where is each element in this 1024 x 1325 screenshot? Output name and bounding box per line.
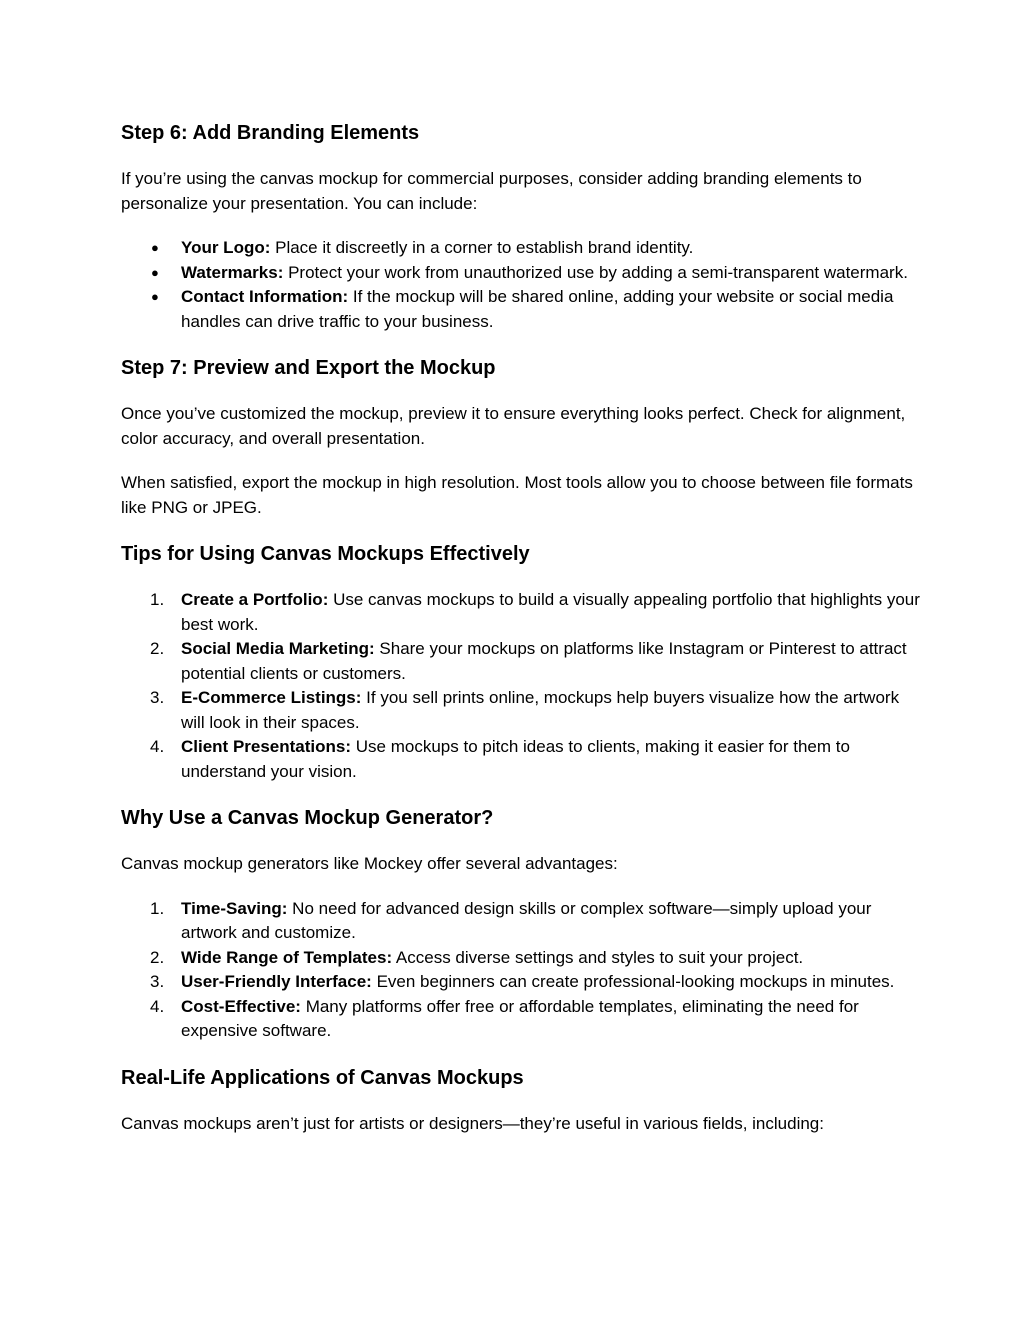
list-item-text: If the mockup will be shared online, adding your website or social media handles can drive traffic to your business. — [181, 287, 894, 331]
branding-list — [121, 236, 924, 334]
list-item — [121, 995, 924, 1044]
list-item — [121, 946, 924, 971]
list-item — [121, 735, 924, 784]
list-item-term: Wide Range of Templates: — [181, 947, 393, 967]
list-item-text: Share your mockups on platforms like Instagram or Pinterest to attract potential clients or customers. — [181, 639, 907, 683]
list-number: 4. — [150, 737, 165, 756]
bullet-marker: ● — [151, 240, 159, 255]
list-item-text: Protect your work from unauthorized use by adding a semi-transparent watermark. — [283, 262, 908, 282]
heading-real-life: Real-Life Applications of Canvas Mockups — [121, 1066, 524, 1089]
list-item-text: No need for advanced design skills or complex software—simply upload your artwork and customize. — [181, 898, 872, 942]
list-number: 3. — [150, 688, 165, 707]
paragraph-step-6-intro: If you’re using the canvas mockup for commercial purposes, consider adding branding elements to personalize your presentation. You can include: — [121, 169, 862, 213]
paragraph-why-intro: Canvas mockup generators like Mockey offer several advantages: — [121, 854, 618, 873]
list-number: 2. — [150, 947, 165, 967]
list-item-text: Access diverse settings and styles to suit your project. — [392, 947, 804, 967]
list-item — [121, 686, 924, 735]
list-number: 3. — [150, 972, 165, 991]
bullet-marker: ● — [151, 264, 159, 280]
list-item-term: Watermarks: — [181, 262, 284, 282]
advantages-list — [121, 897, 924, 1044]
list-number: 4. — [150, 996, 165, 1016]
list-item-term: Time-Saving: — [181, 898, 288, 918]
list-item — [121, 261, 924, 286]
list-item-text: Many platforms offer free or affordable templates, eliminating the need for expensive software. — [181, 996, 859, 1040]
list-item-term: User-Friendly Interface: — [181, 972, 372, 991]
list-item-term: Create a Portfolio: — [181, 590, 329, 609]
list-item-text: Use mockups to pitch ideas to clients, making it easier for them to understand your vision. — [181, 737, 850, 781]
list-item-term: Your Logo: — [181, 238, 271, 257]
list-item-text: Even beginners can create professional-looking mockups in minutes. — [371, 972, 895, 991]
paragraph-step-7-preview: Once you’ve customized the mockup, preview it to ensure everything looks perfect. Check for alignment, color accuracy, and overall presentation. — [121, 404, 906, 448]
paragraph-real-life-intro: Canvas mockups aren’t just for artists or designers—they’re useful in various fields, including: — [121, 1113, 824, 1133]
list-item-term: Client Presentations: — [181, 737, 352, 756]
heading-tips: Tips for Using Canvas Mockups Effectively — [121, 543, 530, 565]
list-item — [121, 897, 924, 946]
list-item — [121, 970, 924, 995]
list-item-term: Contact Information: — [181, 287, 349, 306]
list-item — [121, 285, 924, 334]
list-item-term: Cost-Effective: — [181, 996, 301, 1016]
paragraph-step-7-export: When satisfied, export the mockup in high resolution. Most tools allow you to choose between file formats like PNG or JPEG. — [121, 473, 913, 517]
list-item-text: If you sell prints online, mockups help buyers visualize how the artwork will look in their spaces. — [181, 688, 900, 732]
heading-step-7: Step 7: Preview and Export the Mockup — [121, 357, 496, 379]
list-number: 1. — [150, 590, 165, 609]
heading-why: Why Use a Canvas Mockup Generator? — [121, 807, 494, 829]
list-item — [121, 588, 924, 637]
list-item — [121, 236, 924, 261]
tips-list — [121, 588, 924, 784]
list-item-text: Use canvas mockups to build a visually appealing portfolio that highlights your best work. — [181, 590, 920, 634]
heading-step-6: Step 6: Add Branding Elements — [121, 122, 420, 144]
list-item-term: E-Commerce Listings: — [181, 688, 362, 707]
list-item-term: Social Media Marketing: — [181, 639, 375, 658]
bullet-marker: ● — [151, 289, 159, 304]
list-item-text: Place it discreetly in a corner to establish brand identity. — [270, 238, 694, 257]
list-item — [121, 637, 924, 686]
list-number: 2. — [150, 639, 165, 658]
list-number: 1. — [150, 898, 165, 918]
